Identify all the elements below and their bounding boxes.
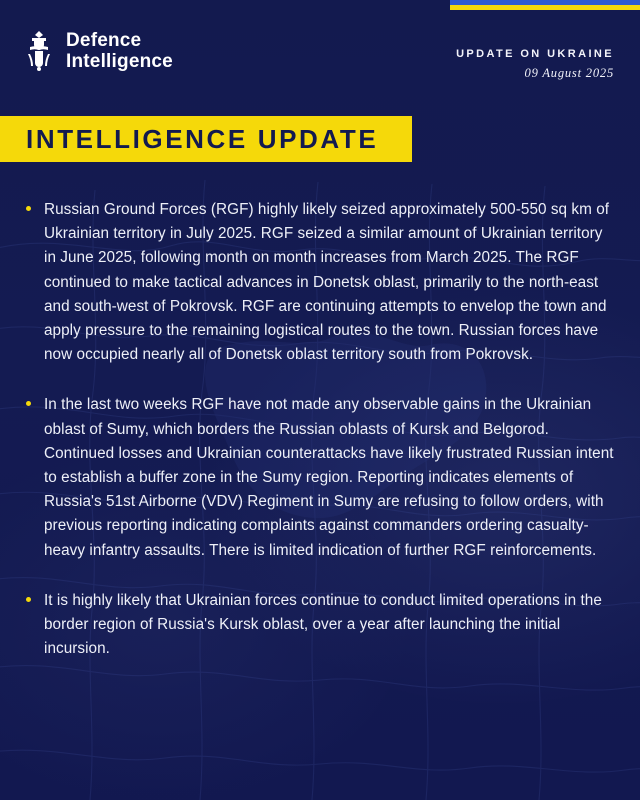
royal-crest-icon [24, 30, 54, 72]
brand-line-2: Intelligence [66, 51, 173, 72]
bullet-text: In the last two weeks RGF have not made any observable gains in the Ukrainian oblast of Sumy, which borders the Russian oblasts of Kursk and Belgorod. Continued losses and Ukrainian counterattacks have likely frustrated Russian intent to establish a buffer zone in the Sumy region. Reporting indicates elements of Russia's 51st Airborne (VDV) Regiment in Sumy are refusing to follow orders, with previous reporting indicating complaints against commanders ordering casualty-heavy infantry assaults. There is limited indication of further RGF reinforcements. [44, 396, 614, 559]
brand-text [66, 30, 173, 72]
list-item [26, 589, 614, 662]
update-label: UPDATE ON UKRAINE [456, 48, 614, 60]
accent-bar-yellow [450, 5, 640, 10]
bullet-marker-icon [26, 198, 44, 211]
bullet-list [26, 198, 614, 687]
update-meta [456, 48, 614, 81]
brand [24, 30, 173, 72]
page-title: INTELLIGENCE UPDATE [26, 123, 379, 154]
bullet-marker-icon [26, 589, 44, 602]
list-item [26, 393, 614, 562]
bullet-marker-icon [26, 393, 44, 406]
flag-accent-bars [450, 0, 640, 10]
header [0, 26, 640, 96]
bullet-text: Russian Ground Forces (RGF) highly likely seized approximately 500-550 sq km of Ukrainian territory in July 2025. RGF seized a similar amount of Ukrainian territory in June 2025, following month on month increases from March 2025. The RGF continued to make tactical advances in Donetsk oblast, primarily to the north-east and south-west of Pokrovsk. RGF are continuing attempts to envelop the town and apply pressure to the remaining logistical routes to the town. Russian forces have now occupied nearly all of Donetsk oblast territory south from Pokrovsk. [44, 201, 610, 364]
brand-line-1: Defence [66, 30, 142, 51]
title-banner [0, 116, 412, 162]
update-date: 09 August 2025 [524, 66, 614, 80]
bullet-text: It is highly likely that Ukrainian forces continue to conduct limited operations in the border region of Russia's Kursk oblast, over a year after launching the initial incursion. [44, 591, 602, 658]
list-item [26, 198, 614, 367]
